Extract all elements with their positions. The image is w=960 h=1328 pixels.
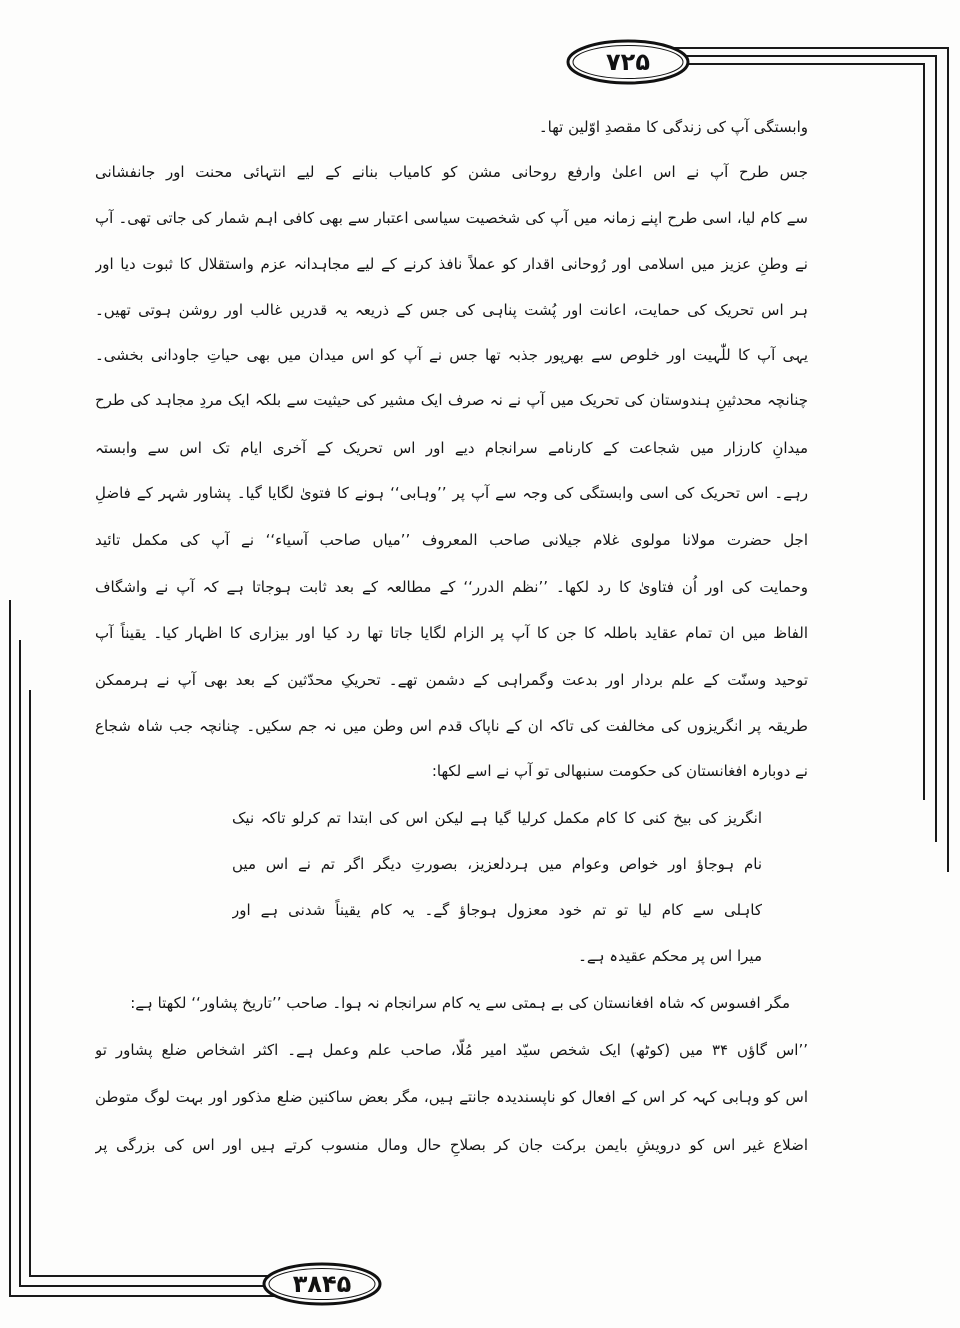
text-line: اس کو وہابی کہہ کر اس کے افعال کو ناپسندیدہ جانتے ہیں، مگر بعض ساکنین ضلع مذکور اور بہت لوگ متوطن — [95, 1088, 808, 1106]
text-line: الفاظ میں ان تمام عقاید باطلہ کا جن کا آپ پر الزام لگایا جاتا تھا رد کیا اور بیزاری کا اظہار کیا۔ یقیناً آپ — [95, 624, 808, 642]
text-line: توحید وسنّت کے علم بردار اور بدعت وگمراہی کے دشمن تھے۔ تحریکِ محدّثین کے بعد بھی آپ نے ہرممکن — [95, 671, 808, 689]
text-line: اضلاع غیر اس کو درویشِ بایمن برکت جان کر بصلاحِ حال ومال منسوب کرتے ہیں اور اس کی بزرگی پر — [95, 1136, 808, 1154]
text-line: جس طرح آپ نے اس اعلیٰ وارفع روحانی مشن کو کامیاب بنانے کے لیے انتہائی محنت اور جانفشانی — [95, 163, 808, 181]
text-line: ہر اس تحریک کی حمایت، اعانت اور پُشت پناہی کی جس کے ذریعہ یہ قدریں غالب اور روشن ہوتی تھیں۔ — [95, 301, 808, 319]
text-line: ’’اس گاؤں ۳۴ میں (کوٹھ) ایک شخص سیّد امیر مُلّا، صاحب علم وعمل ہے۔ اکثر اشخاص ضلع پشاور تو — [95, 1041, 808, 1059]
text-line: وحمایت کی اور اُن فتاویٰ کا رد لکھا۔ ’’نظم الدرر‘‘ کے مطالعہ کے بعد ثابت ہوجاتا ہے کہ آپ نے واشگاف — [95, 578, 808, 596]
text-line: مگر افسوس کہ شاہ افغانستان کی بے ہمتی سے یہ کام سرانجام نہ ہوا۔ صاحب ’’تاریخ پشاور‘‘ لکھتا ہے: — [130, 994, 790, 1012]
text-line: طریقہ پر انگریزوں کی مخالفت کی تاکہ ان کے ناپاک قدم اس وطن میں نہ جم سکیں۔ چنانچہ جب شاہ شجاع — [95, 717, 808, 735]
text-line: نے وطنِ عزیز میں اسلامی اور رُوحانی اقدار کو عملاً نافذ کرنے کے لیے مجاہدانہ عزم واستقلال کا ثبوت دیا اور — [95, 255, 808, 273]
quote-line: میرا اس پر محکم عقیدہ ہے۔ — [578, 947, 762, 965]
text-line: سے کام لیا، اسی طرح اپنے زمانہ میں آپ کی شخصیت سیاسی اعتبار سے بھی کافی اہم شمار کی جاتی تھی۔ آپ — [95, 209, 808, 227]
text-line: چنانچہ محدثینِ ہندوستان کی تحریک میں آپ نے نہ صرف ایک مشیر کی حیثیت سے بلکہ ایک مردِ مجاہد کی طرح — [95, 391, 808, 409]
text-line: میدانِ کارزار میں شجاعت کے کارنامے سرانجام دیے اور اس تحریک کے آخری ایام تک اس سے وابستہ — [95, 439, 808, 457]
page-number-top: ۷۲۵ — [606, 48, 650, 76]
quote-line: نام ہوجاؤ اور خواص وعوام میں ہردلعزیز، بصورتِ دیگر اگر تم نے اس میں — [232, 855, 762, 873]
text-line: نے دوبارہ افغانستان کی حکومت سنبھالی تو آپ نے اسے لکھا: — [431, 762, 808, 780]
quote-line: کاہلی سے کام لیا تو تم خود معزول ہوجاؤ گے۔ یہ کام یقیناً شدنی ہے اور — [232, 901, 762, 919]
text-line: رہے۔ اس تحریک کی اسی وابستگی کی وجہ سے آپ پر ’’وہابی‘‘ ہونے کا فتویٰ لگایا گیا۔ پشاور شہر کے فاضلِ — [95, 484, 808, 502]
page-number-bottom: ۳۸۴۵ — [292, 1270, 352, 1298]
text-line: یہی آپ کا للّٰہیت اور خلوص سے بھرپور جذبہ تھا جس نے آپ کو اس میدان میں بھی حیاتِ جاودانی بخشی۔ — [95, 346, 808, 364]
quote-line: انگریز کی بیخ کنی کا کام مکمل کرلیا گیا ہے لیکن اس کی ابتدا تم کرلو تاکہ نیک — [232, 809, 762, 827]
text-line: وابستگی آپ کی زندگی کا مقصدِ اوّلین تھا۔ — [538, 118, 808, 136]
text-line: اجل حضرت مولانا مولوی غلام جیلانی صاحب المعروف ’’میاں صاحب آسیاء‘‘ نے آپ کی مکمل تائید — [95, 531, 808, 549]
